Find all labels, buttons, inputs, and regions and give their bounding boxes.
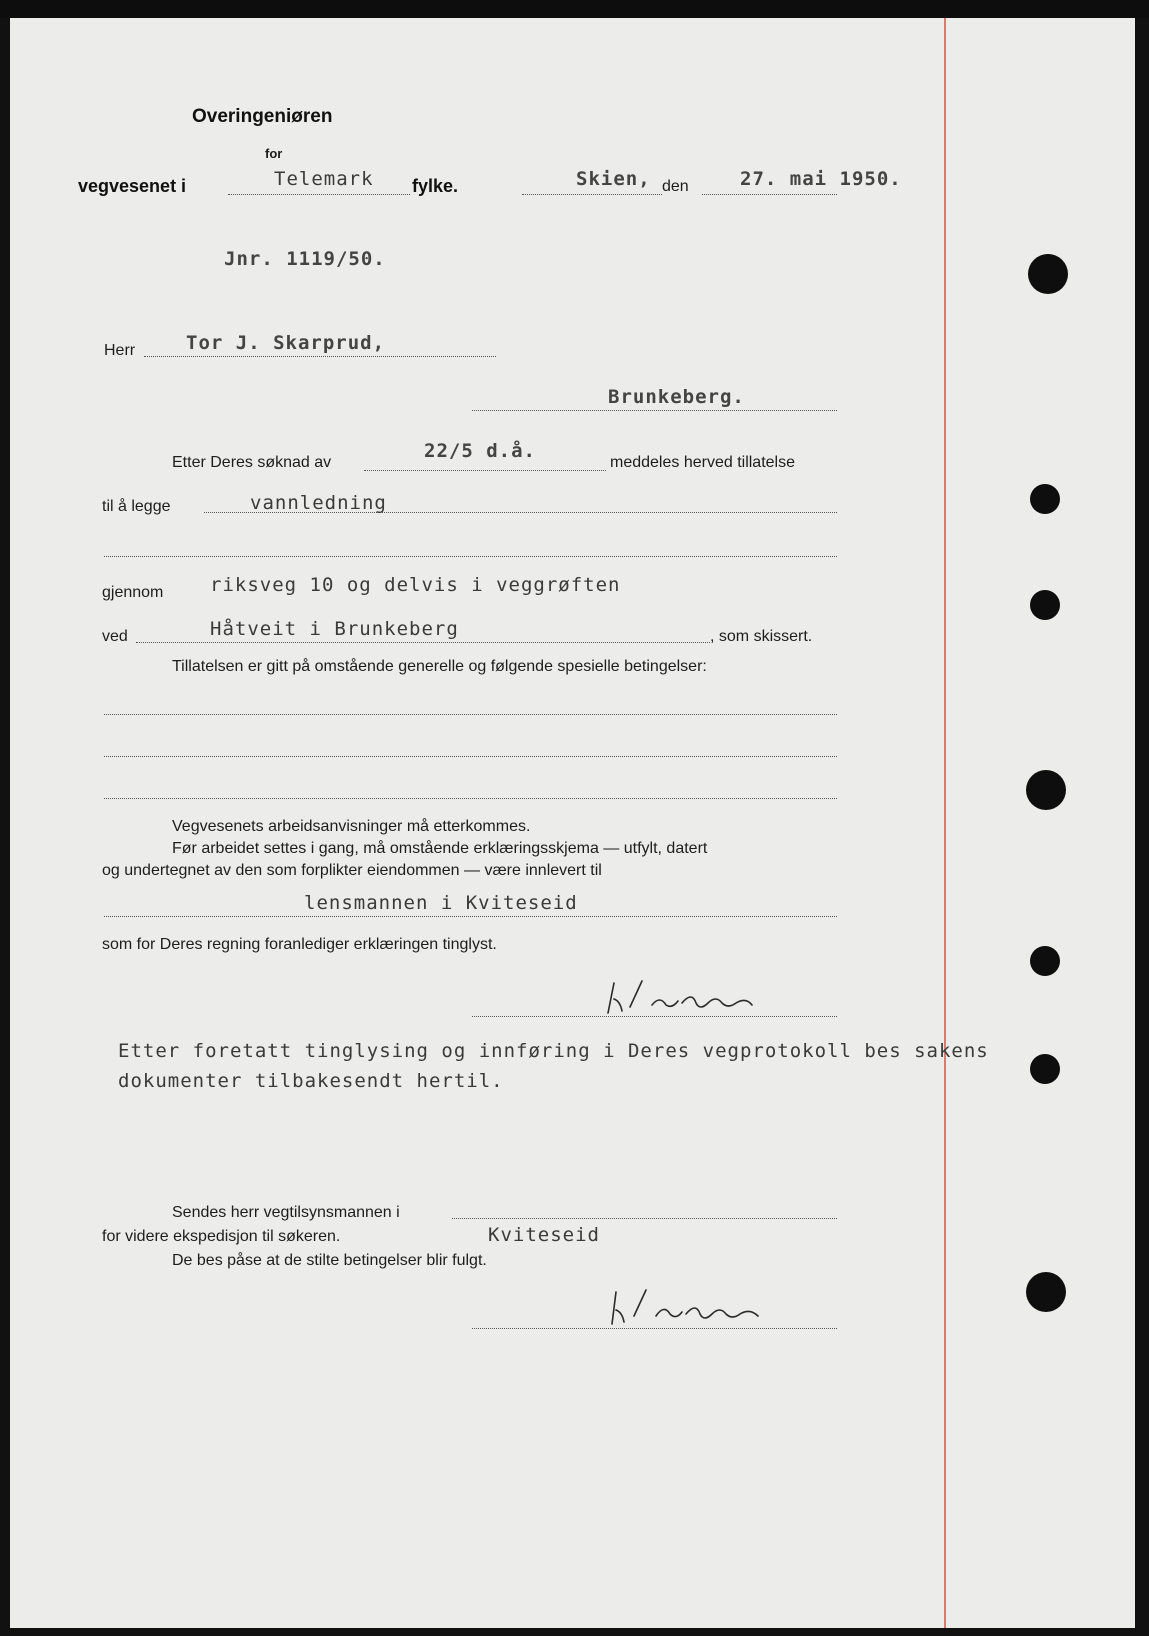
punch-hole	[1026, 770, 1066, 810]
place-value: Skien,	[576, 168, 651, 190]
ved-label: ved	[102, 628, 128, 645]
letter-date: 27. mai 1950.	[740, 168, 902, 190]
recipient-dotted-line	[144, 356, 496, 357]
document-page	[10, 18, 1135, 1628]
scan-top-border	[0, 0, 1149, 18]
date-dotted-line	[702, 194, 837, 195]
sendes-label: Sendes herr vegtilsynsmannen i	[172, 1204, 400, 1221]
conditions-text: Tillatelsen er gitt på omstående generelle og følgende spesielle betingelser:	[172, 658, 707, 675]
handwritten-signature-1	[600, 973, 780, 1018]
instruction-line-3: og undertegnet av den som forplikter eiendommen — være innlevert til	[102, 862, 602, 879]
to-lay-label: til å legge	[102, 498, 171, 515]
punch-hole	[1028, 254, 1068, 294]
den-label: den	[662, 178, 689, 195]
typed-note-line-2: dokumenter tilbakesendt hertil.	[118, 1070, 504, 1092]
blank-dotted-line-1	[104, 556, 837, 557]
office-title: Overingeniøren	[192, 106, 333, 127]
site-dotted-line	[136, 642, 710, 643]
inspector-location: Kviteseid	[488, 1224, 600, 1246]
instruction-line-2: Før arbeidet settes i gang, må omstående erklæringsskjema — utfylt, datert	[172, 840, 708, 857]
for-label: for	[265, 146, 283, 161]
red-margin-line	[944, 18, 946, 1628]
typed-note-line-1: Etter foretatt tinglysing og innføring i Deres vegprotokoll bes sakens	[118, 1040, 989, 1062]
blank-dotted-line-2	[104, 714, 837, 715]
recipient-location: Brunkeberg.	[608, 386, 745, 408]
punch-hole	[1026, 1272, 1066, 1312]
application-date-dotted-line	[364, 470, 606, 471]
place-dotted-line	[522, 194, 662, 195]
inspector-dotted-line	[452, 1218, 837, 1219]
blank-dotted-line-3	[104, 756, 837, 757]
submit-to-value: lensmannen i Kviteseid	[304, 892, 578, 914]
site-value: Håtveit i Brunkeberg	[210, 618, 459, 640]
gjennom-label: gjennom	[102, 584, 164, 601]
som-skissert-label: , som skissert.	[710, 628, 813, 645]
punch-hole	[1030, 484, 1060, 514]
instruction-line-1: Vegvesenets arbeidsanvisninger må etterkommes.	[172, 818, 531, 835]
punch-hole	[1030, 946, 1060, 976]
journal-number: Jnr. 1119/50.	[224, 248, 386, 270]
route-value: riksveg 10 og delvis i veggrøften	[210, 574, 621, 596]
recipient-name: Tor J. Skarprud,	[186, 332, 386, 354]
installation-value: vannledning	[250, 492, 387, 514]
county-dotted-line	[228, 194, 410, 195]
application-date: 22/5 d.å.	[424, 440, 536, 462]
herr-label: Herr	[104, 342, 136, 359]
application-line-suffix: meddeles herved tillatelse	[610, 454, 795, 471]
submit-to-dotted-line	[104, 916, 837, 917]
further-label: for videre ekspedisjon til søkeren.	[102, 1228, 341, 1245]
location-dotted-line	[472, 410, 837, 411]
application-line-prefix: Etter Deres søknad av	[172, 454, 332, 471]
punch-hole	[1030, 590, 1060, 620]
instruction-line-4: som for Deres regning foranlediger erklæringen tinglyst.	[102, 936, 497, 953]
fylke-label: fylke.	[412, 176, 459, 196]
handwritten-signature-2	[600, 1280, 780, 1330]
punch-hole	[1030, 1054, 1060, 1084]
please-label: De bes påse at de stilte betingelser blir fulgt.	[172, 1252, 487, 1269]
vegvesenet-label: vegvesenet i	[78, 176, 187, 196]
blank-dotted-line-4	[104, 798, 837, 799]
county-value: Telemark	[274, 168, 374, 190]
